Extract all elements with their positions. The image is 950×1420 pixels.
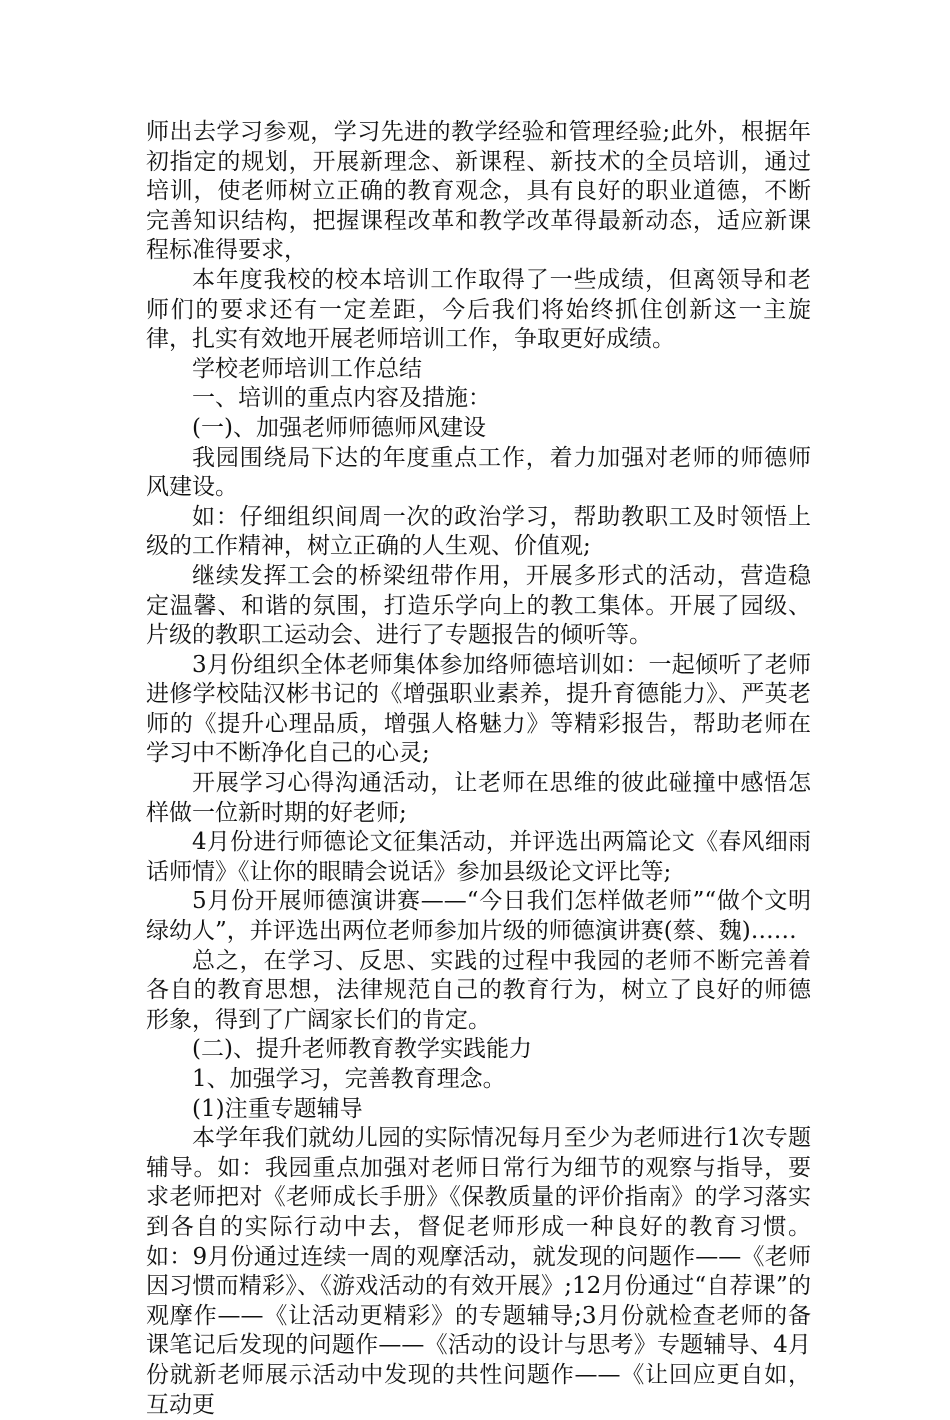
paragraph: 5月份开展师德演讲赛——“今日我们怎样做老师”“做个文明绿幼人”，并评选出两位老师参加片级的师德演讲赛(蔡、魏)…… <box>146 888 811 945</box>
paragraph: 继续发挥工会的桥梁纽带作用，开展多形式的活动，营造稳定温馨、和谐的氛围，打造乐学向上的教工集体。开展了园级、片级的教职工运动会、进行了专题报告的倾听等。 <box>146 562 811 649</box>
paragraph: 师出去学习参观，学习先进的教学经验和管理经验;此外，根据年初指定的规划，开展新理念、新课程、新技术的全员培训，通过培训，使老师树立正确的教育观念，具有良好的职业道德，不断完善知识结构，把握课程改革和教学改革得最新动态，适应新课程标准得要求， <box>146 119 811 264</box>
document-body <box>146 118 811 1420</box>
list-subheading: (1)注重专题辅导 <box>192 1095 363 1122</box>
paragraph: 本年度我校的校本培训工作取得了一些成绩，但离领导和老师们的要求还有一定差距，今后我们将始终抓住创新这一主旋律，扎实有效地开展老师培训工作，争取更好成绩。 <box>146 266 811 353</box>
paragraph: 开展学习心得沟通活动，让老师在思维的彼此碰撞中感悟怎样做一位新时期的好老师; <box>146 770 811 826</box>
paragraph: 本学年我们就幼儿园的实际情况每月至少为老师进行1次专题辅导。如：我园重点加强对老师日常行为细节的观察与指导，要求老师把对《老师成长手册》《保教质量的评价指南》的学习落实到各自的实际行动中去，督促老师形成一种良好的教育习惯。如：9月份通过连续一周的观摩活动，就发现的问题作——《老师因习惯而精彩》、《游戏活动的有效开展》;12月份通过“自荐课”的观摩作——《让活动更精彩》的专题辅导;3月份就检查老师的备课笔记后发现的问题作——《活动的设计与思考》专题辅导、4月份就新老师展示活动中发现的共性问题作——《让回应更自如，互动更 <box>146 1125 811 1418</box>
paragraph: 4月份进行师德论文征集活动，并评选出两篇论文《春风细雨话师情》《让你的眼睛会说话》参加县级论文评比等; <box>146 829 811 885</box>
paragraph: 总之，在学习、反思、实践的过程中我园的老师不断完善着各自的教育思想，法律规范自己的教育行为，树立了良好的师德形象，得到了广阔家长们的肯定。 <box>146 947 811 1033</box>
section-title: 学校老师培训工作总结 <box>192 355 422 382</box>
paragraph: 我园围绕局下达的年度重点工作，着力加强对老师的师德师风建设。 <box>146 444 811 501</box>
subsection-heading: (二)、提升老师教育教学实践能力 <box>192 1036 532 1063</box>
subsection-heading: (一)、加强老师师德师风建设 <box>192 414 486 441</box>
list-heading: 1、加强学习，完善教育理念。 <box>192 1066 506 1092</box>
paragraph: 如：仔细组织间周一次的政治学习，帮助教职工及时领悟上级的工作精神，树立正确的人生观、价值观; <box>146 503 811 560</box>
paragraph: 3月份组织全体老师集体参加络师德培训如：一起倾听了老师进修学校陆汉彬书记的《增强职业素养，提升育德能力》、严英老师的《提升心理品质，增强人格魅力》等精彩报告，帮助老师在学习中不断净化自己的心灵; <box>146 651 811 767</box>
section-heading: 一、培训的重点内容及措施： <box>192 385 491 412</box>
